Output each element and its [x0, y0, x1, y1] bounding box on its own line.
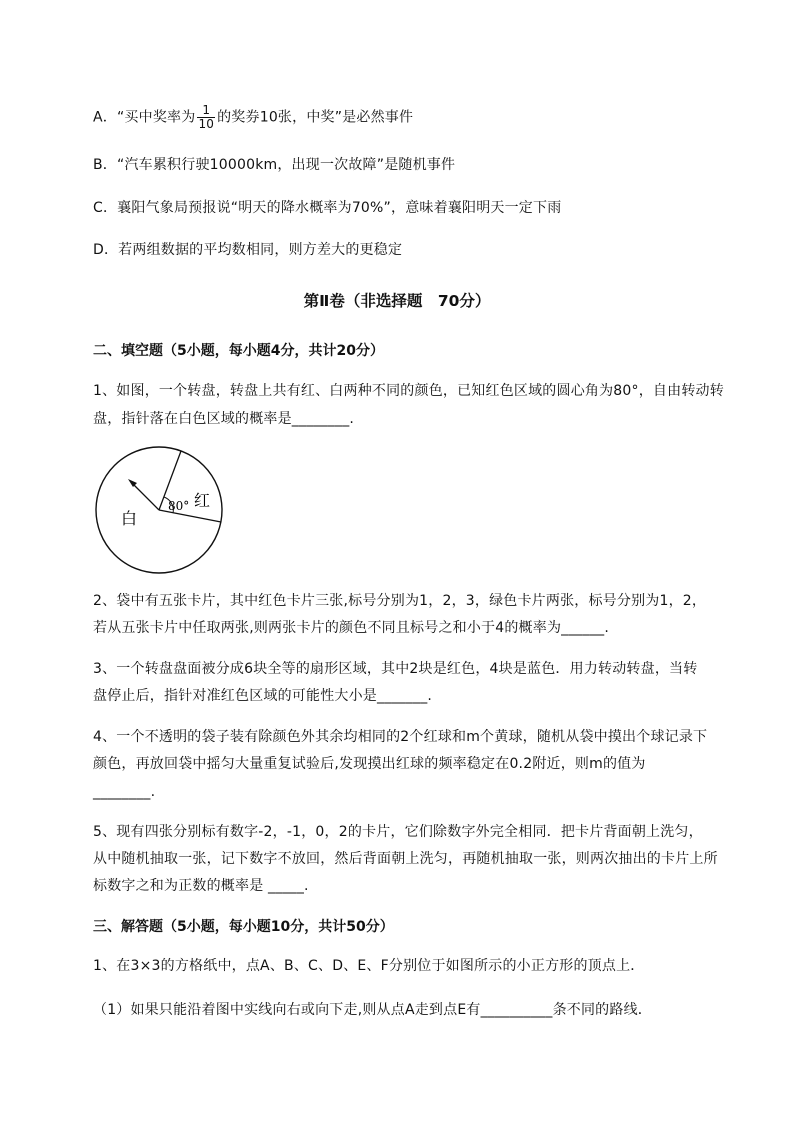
option-a	[93, 104, 413, 131]
s3q1-sub1: （1）如果只能沿着图中实线向右或向下走,则从点A走到点E有__________条不同的路线．	[93, 1002, 652, 1018]
q2-line2: 若从五张卡片中任取两张,则两张卡片的颜色不同且标号之和小于4的概率为______.	[93, 620, 610, 636]
angle-label: 80°	[168, 499, 190, 513]
option-b: B．“汽车累积行驶10000km，出现一次故障”是随机事件	[93, 157, 456, 173]
q5-line1: 5、现有四张分别标有数字-2，-1，0，2的卡片，它们除数字外完全相同．把卡片背面朝上洗匀，	[93, 824, 703, 840]
option-c: C．襄阳气象局预报说“明天的降水概率为70%”，意味着襄阳明天一定下雨	[93, 200, 562, 216]
section3-title: 三、解答题（5小题，每小题10分，共计50分）	[93, 919, 394, 935]
s3q1-line1: 1、在3×3的方格纸中，点A、B、C、D、E、F分别位于如图所示的小正方形的顶点上．	[93, 958, 645, 974]
pointer-line	[133, 484, 159, 510]
q4-line1: 4、一个不透明的袋子装有除颜色外其余均相同的2个红球和m个黄球，随机从袋中摸出个球记录下	[93, 729, 708, 745]
q3-line1: 3、一个转盘盘面被分成6块全等的扇形区域，其中2块是红色，4块是蓝色．用力转动转盘，当转	[93, 661, 698, 677]
fraction-denominator: 10	[198, 117, 215, 131]
option-d: D．若两组数据的平均数相同，则方差大的更稳定	[93, 242, 403, 258]
fraction-numerator: 1	[197, 104, 215, 118]
q5-line2: 从中随机抽取一张，记下数字不放回，然后背面朝上洗匀，再随机抽取一张，则两次抽出的卡片上所	[93, 851, 718, 867]
option-a-prefix: A．“买中奖率为	[93, 109, 196, 126]
red-region-label: 红	[194, 491, 211, 510]
part2-heading: 第Ⅱ卷（非选择题 70分）	[303, 292, 491, 310]
q3-line2: 盘停止后，指针对准红色区域的可能性大小是_______.	[93, 688, 433, 704]
q1-line1: 1、如图，一个转盘，转盘上共有红、白两种不同的颜色，已知红色区域的圆心角为80°，自由转动转	[93, 383, 724, 399]
q4-line2: 颜色，再放回袋中摇匀大量重复试验后,发现摸出红球的频率稳定在0.2附近，则m的值为	[93, 756, 646, 772]
fraction	[197, 104, 215, 131]
q1-line2: 盘，指针落在白色区域的概率是________.	[93, 411, 355, 427]
white-region-label: 白	[121, 509, 138, 528]
option-a-suffix: 的奖券10张，中奖”是必然事件	[217, 109, 414, 126]
spinner-figure	[92, 436, 252, 586]
q2-line1: 2、袋中有五张卡片，其中红色卡片三张,标号分别为1，2，3，绿色卡片两张，标号分别为1，2，	[93, 593, 707, 609]
q5-line3: 标数字之和为正数的概率是 _____.	[93, 878, 309, 894]
section2-title: 二、填空题（5小题，每小题4分，共计20分）	[93, 343, 384, 359]
q4-line3: ________.	[93, 784, 156, 800]
